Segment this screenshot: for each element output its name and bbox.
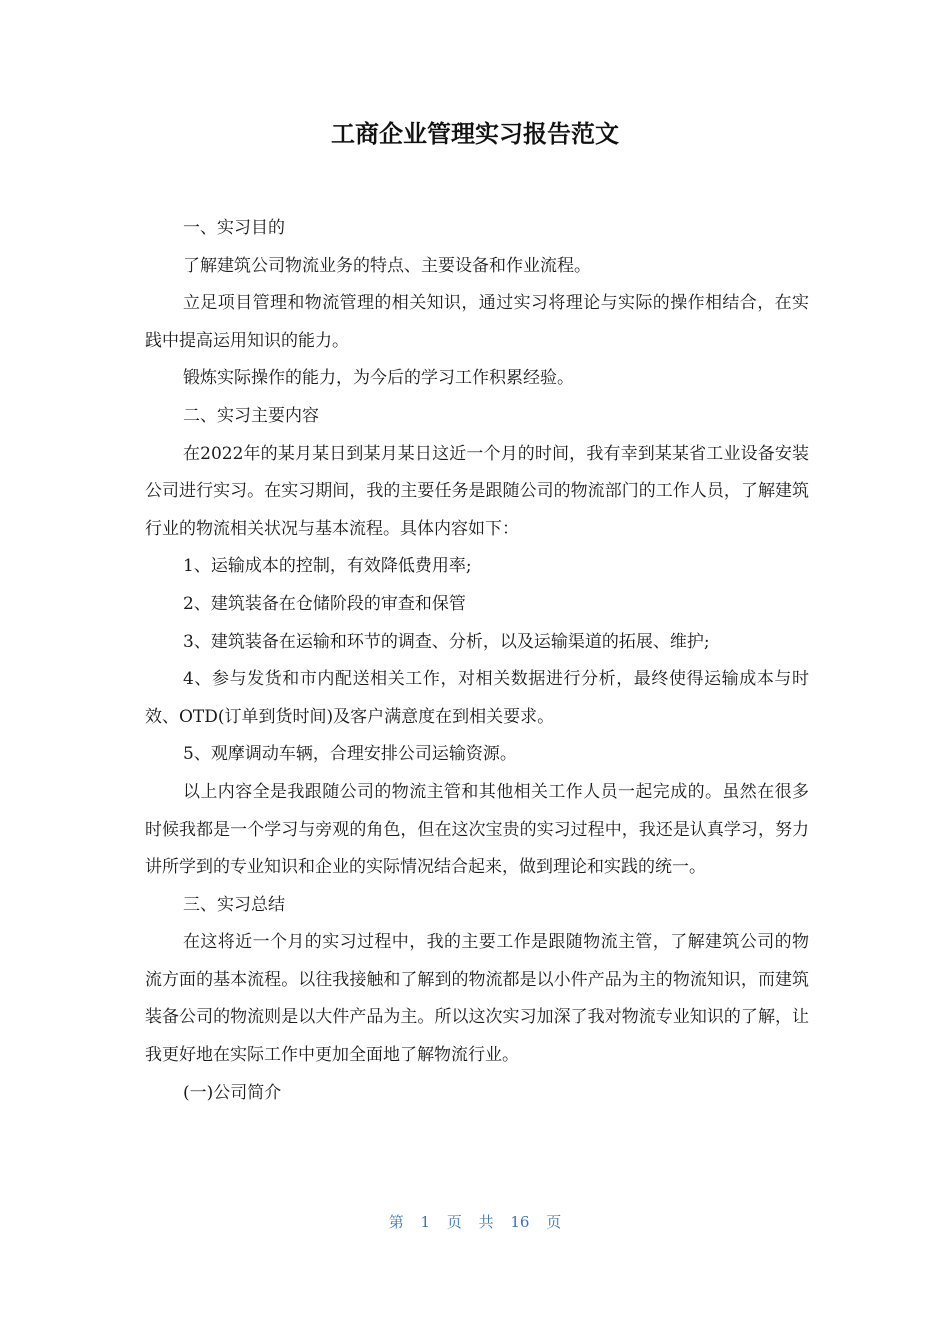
document-body [145,210,809,1112]
paragraph: 了解建筑公司物流业务的特点、主要设备和作业流程。 [183,255,591,276]
paragraph-heading-3: 三、实习总结 [183,894,285,915]
list-item: 4、参与发货和市内配送相关工作，对相关数据进行分析，最终使得运输成本与时效、OTD(订单到货时间)及客户满意度在到相关要求。 [145,669,809,727]
paragraph: 以上内容全是我跟随公司的物流主管和其他相关工作人员一起完成的。虽然在很多时候我都是一个学习与旁观的角色，但在这次宝贵的实习过程中，我还是认真学习，努力讲所学到的专业知识和企业的实际情况结合起来，做到理论和实践的统一。 [145,781,809,878]
list-item: 1、运输成本的控制，有效降低费用率; [183,556,472,577]
paragraph: 在2022年的某月某日到某月某日这近一个月的时间，我有幸到某某省工业设备安装公司进行实习。在实习期间，我的主要任务是跟随公司的物流部门的工作人员，了解建筑行业的物流相关状况与基本流程。具体内容如下： [145,443,809,539]
list-item: 3、建筑装备在运输和环节的调查、分析，以及运输渠道的拓展、维护; [183,631,710,652]
page-footer: 第 1 页 共 16 页 [388,1213,562,1231]
paragraph-heading-1: 一、实习目的 [183,218,285,238]
paragraph-heading-2: 二、实习主要内容 [183,405,319,426]
paragraph-subheading: (一)公司简介 [183,1082,282,1103]
paragraph: 立足项目管理和物流管理的相关知识，通过实习将理论与实际的操作相结合，在实践中提高运用知识的能力。 [145,293,809,351]
list-item: 5、观摩调动车辆，合理安排公司运输资源。 [183,744,517,765]
paragraph: 在这将近一个月的实习过程中，我的主要工作是跟随物流主管，了解建筑公司的物流方面的基本流程。以往我接触和了解到的物流都是以小件产品为主的物流知识，而建筑装备公司的物流则是以大件产品为主。所以这次实习加深了我对物流专业知识的了解，让我更好地在实际工作中更加全面地了解物流行业。 [145,932,809,1066]
list-item: 2、建筑装备在仓储阶段的审查和保管 [183,593,466,614]
paragraph: 锻炼实际操作的能力，为今后的学习工作积累经验。 [183,368,574,389]
document-title: 工商企业管理实习报告范文 [331,120,619,148]
